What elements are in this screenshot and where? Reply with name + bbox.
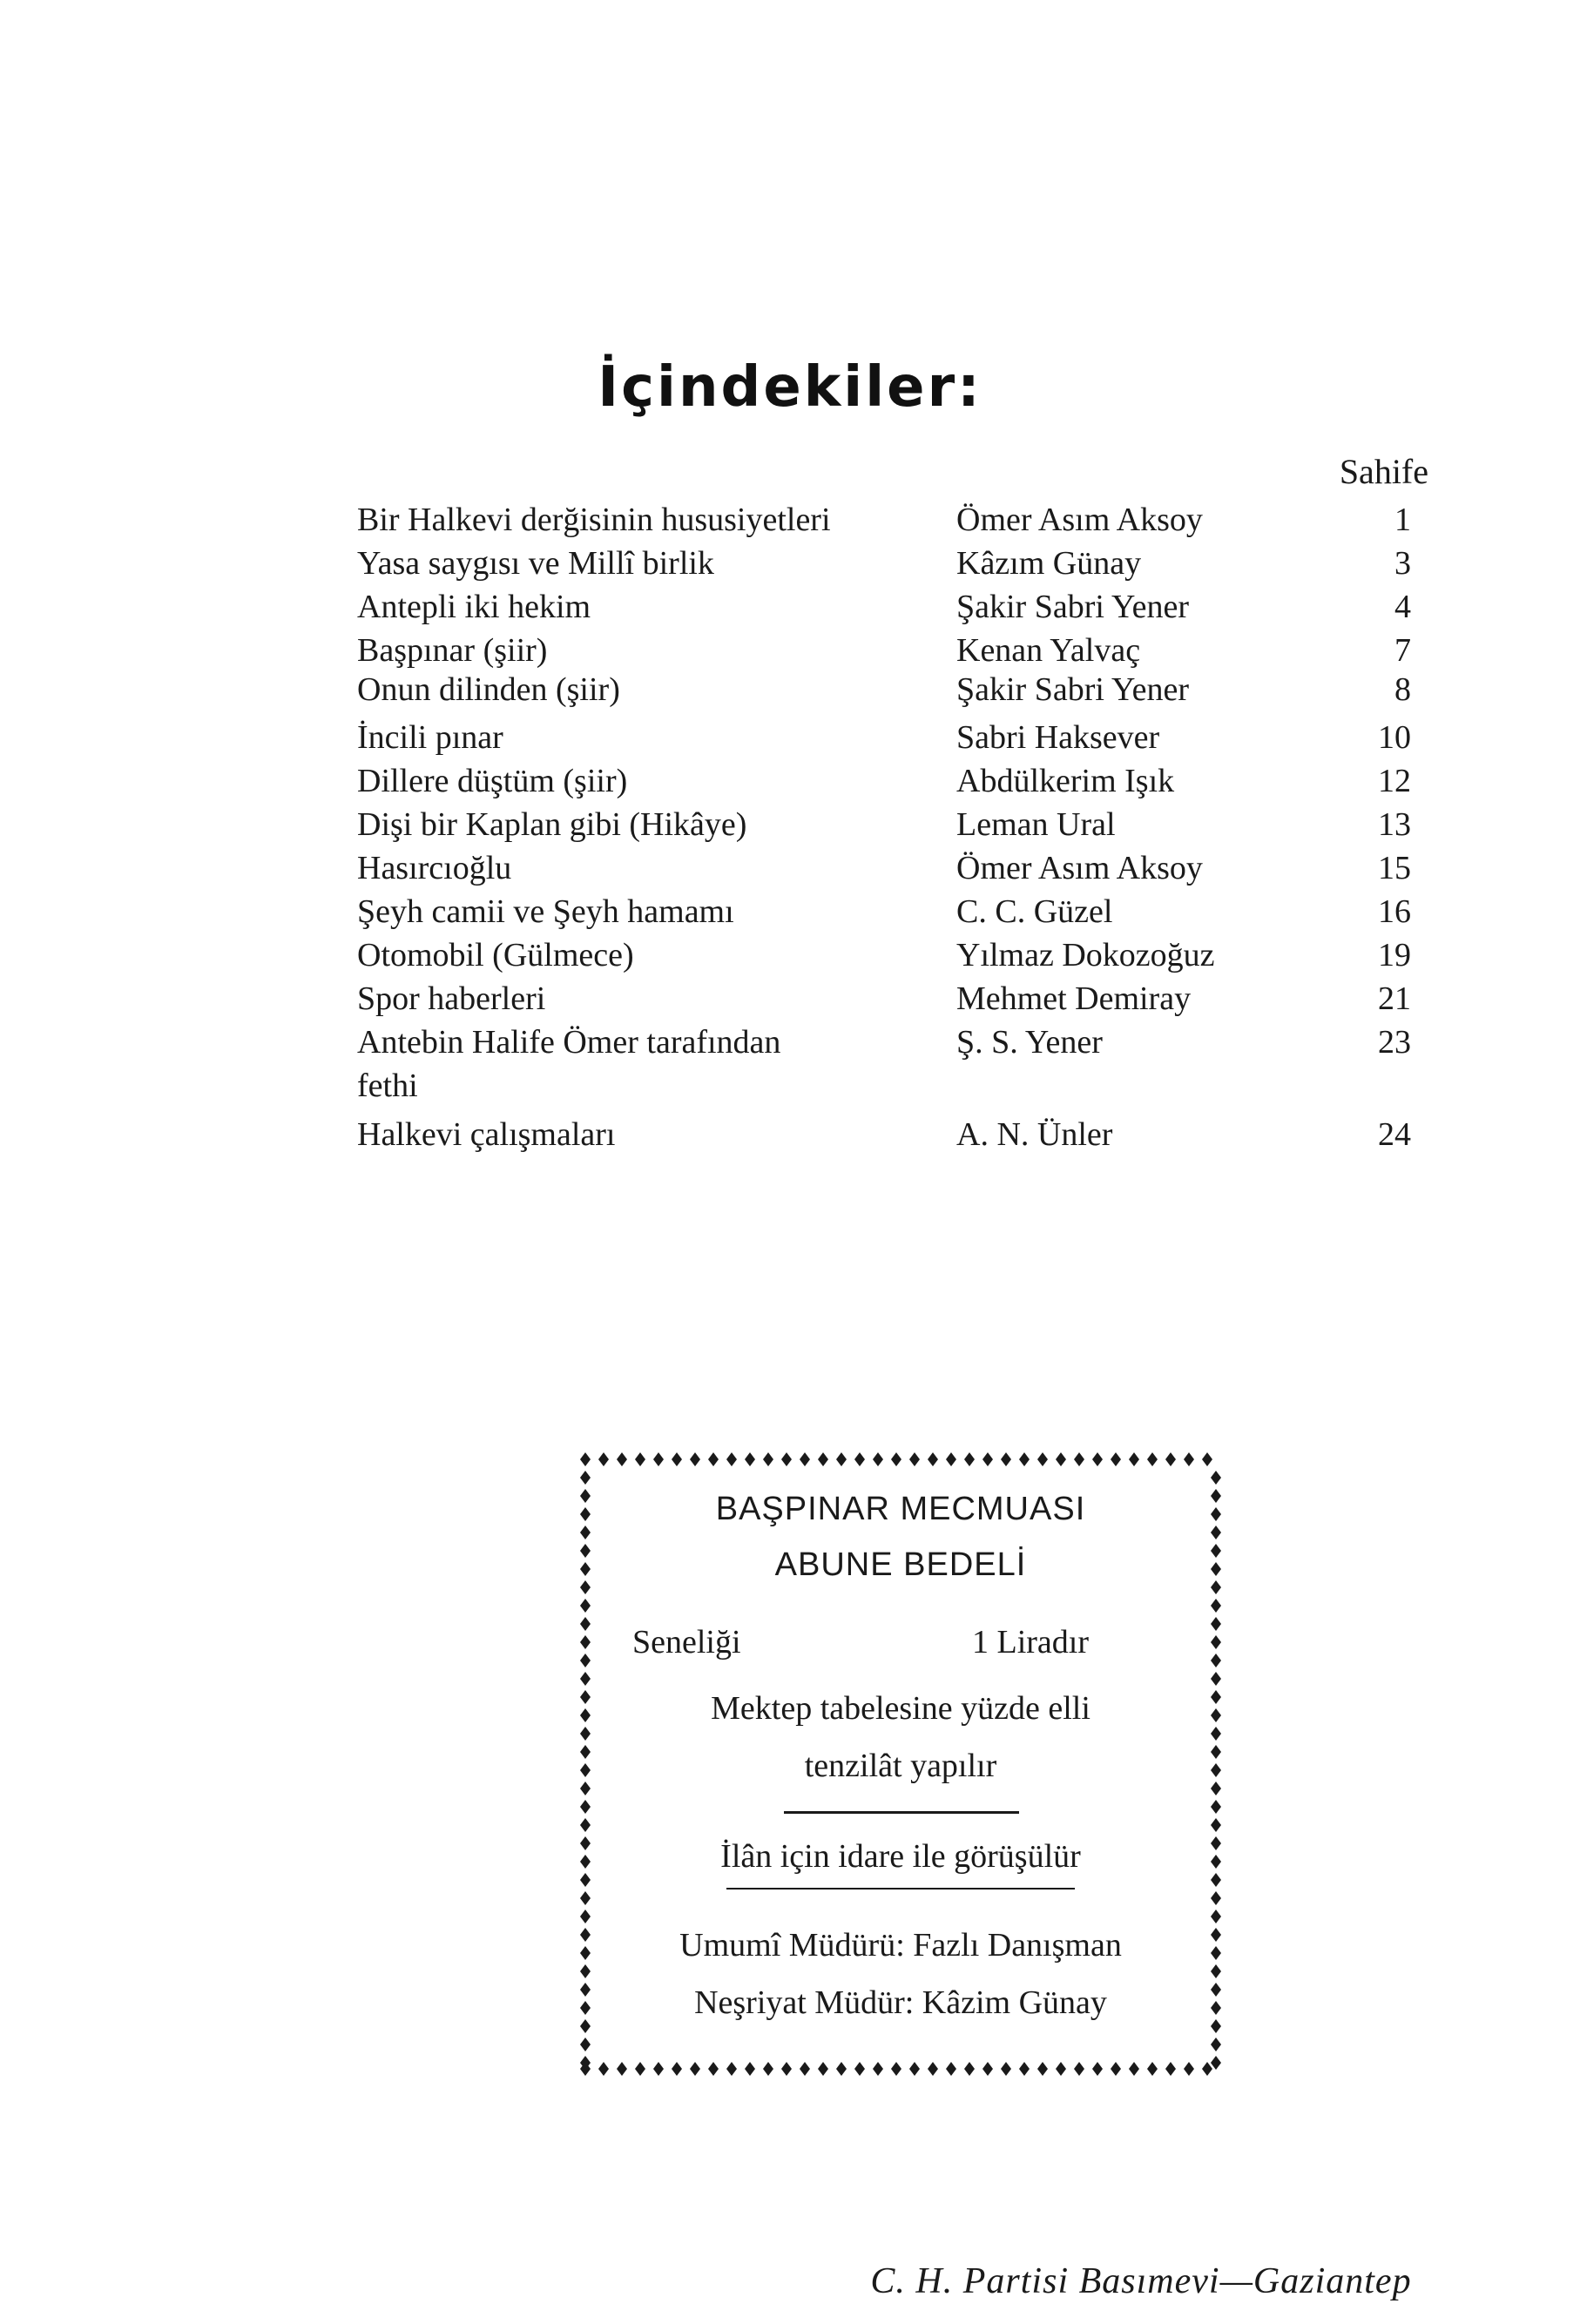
subscription-box	[578, 1452, 1223, 2076]
entry-page: 15	[1378, 850, 1411, 886]
entry-title: Onun dilinden (şiir)	[357, 671, 620, 708]
entry-title: Bir Halkevi derğisinin hususiyetleri	[357, 502, 831, 538]
toc-entry	[0, 846, 1580, 890]
entry-page: 21	[1378, 980, 1411, 1017]
entry-title: Dişi bir Kaplan gibi (Hikâye)	[357, 806, 747, 843]
toc-entry	[0, 1021, 1580, 1064]
toc-entry	[0, 629, 1580, 672]
entry-author: Şakir Sabri Yener	[956, 671, 1190, 708]
price-label: Seneliği	[632, 1624, 741, 1660]
entry-author: Sabri Haksever	[956, 719, 1160, 756]
entry-title: fethi	[357, 1068, 418, 1104]
entry-page: 16	[1378, 893, 1411, 930]
entry-title: Başpınar (şiir)	[357, 632, 548, 669]
publication-director: Neşriyat Müdür: Kâzim Günay	[694, 1984, 1107, 2021]
divider-rule	[726, 1888, 1075, 1890]
toc-entry	[0, 585, 1580, 629]
general-director: Umumî Müdürü: Fazlı Danışman	[679, 1927, 1122, 1964]
entry-title: İncili pınar	[357, 719, 503, 756]
divider-rule	[784, 1811, 1019, 1814]
toc-entry	[0, 716, 1580, 759]
entry-author: Şakir Sabri Yener	[956, 589, 1190, 625]
entry-title: Spor haberleri	[357, 980, 546, 1017]
entry-author: Ömer Asım Aksoy	[956, 502, 1203, 538]
entry-title: Dillere düştüm (şiir)	[357, 763, 628, 799]
entry-author: C. C. Güzel	[956, 893, 1113, 930]
entry-title: Antepli iki hekim	[357, 589, 591, 625]
entry-author: Mehmet Demiray	[956, 980, 1192, 1017]
entry-page: 23	[1378, 1024, 1411, 1061]
entry-author: A. N. Ünler	[956, 1116, 1113, 1153]
entry-page: 12	[1378, 763, 1411, 799]
entry-page: 3	[1394, 545, 1411, 582]
entry-author: Ömer Asım Aksoy	[956, 850, 1203, 886]
entry-page: 8	[1394, 671, 1411, 708]
entry-page: 10	[1378, 719, 1411, 756]
entry-author: Ş. S. Yener	[956, 1024, 1103, 1061]
discount-line-2: tenzilât yapılır	[804, 1748, 997, 1784]
entry-title: Şeyh camii ve Şeyh hamamı	[357, 893, 734, 930]
entry-title: Halkevi çalışmaları	[357, 1116, 616, 1153]
discount-line-1: Mektep tabelesine yüzde elli	[711, 1690, 1090, 1727]
printer-footer: C. H. Partisi Basımevi—Gaziantep	[870, 2261, 1412, 2301]
entry-page: 7	[1394, 632, 1411, 669]
entry-page: 24	[1378, 1116, 1411, 1153]
entry-page: 1	[1394, 502, 1411, 538]
subscription-heading: ABUNE BEDELİ	[774, 1546, 1027, 1583]
entry-page: 13	[1378, 806, 1411, 843]
entry-title: Antebin Halife Ömer tarafından	[357, 1024, 781, 1061]
magazine-name: BAŞPINAR MECMUASI	[715, 1491, 1086, 1527]
toc-entry	[0, 977, 1580, 1021]
toc-entry	[0, 542, 1580, 585]
entry-author: Leman Ural	[956, 806, 1116, 843]
toc-entry	[0, 759, 1580, 803]
toc-entry	[0, 933, 1580, 977]
toc-entry	[0, 890, 1580, 933]
entry-title: Hasırcıoğlu	[357, 850, 512, 886]
entry-title: Yasa saygısı ve Millî birlik	[357, 545, 714, 582]
entry-author: Kâzım Günay	[956, 545, 1142, 582]
entry-author: Abdülkerim Işık	[956, 763, 1175, 799]
price-value: 1 Liradır	[972, 1624, 1090, 1660]
toc-entry	[0, 803, 1580, 846]
entry-page: 19	[1378, 937, 1411, 973]
entry-title: Otomobil (Gülmece)	[357, 937, 634, 973]
entry-page: 4	[1394, 589, 1411, 625]
page-column-header: Sahife	[1339, 452, 1428, 491]
toc-entry	[0, 1113, 1580, 1156]
page-title: İçindekiler:	[598, 355, 982, 420]
entry-author: Kenan Yalvaç	[956, 632, 1141, 669]
toc-entry	[0, 668, 1580, 711]
ads-line: İlân için idare ile görüşülür	[720, 1838, 1081, 1875]
entry-author: Yılmaz Dokozoğuz	[956, 937, 1215, 973]
toc-entry	[0, 498, 1580, 542]
toc-entry	[0, 1064, 1580, 1108]
